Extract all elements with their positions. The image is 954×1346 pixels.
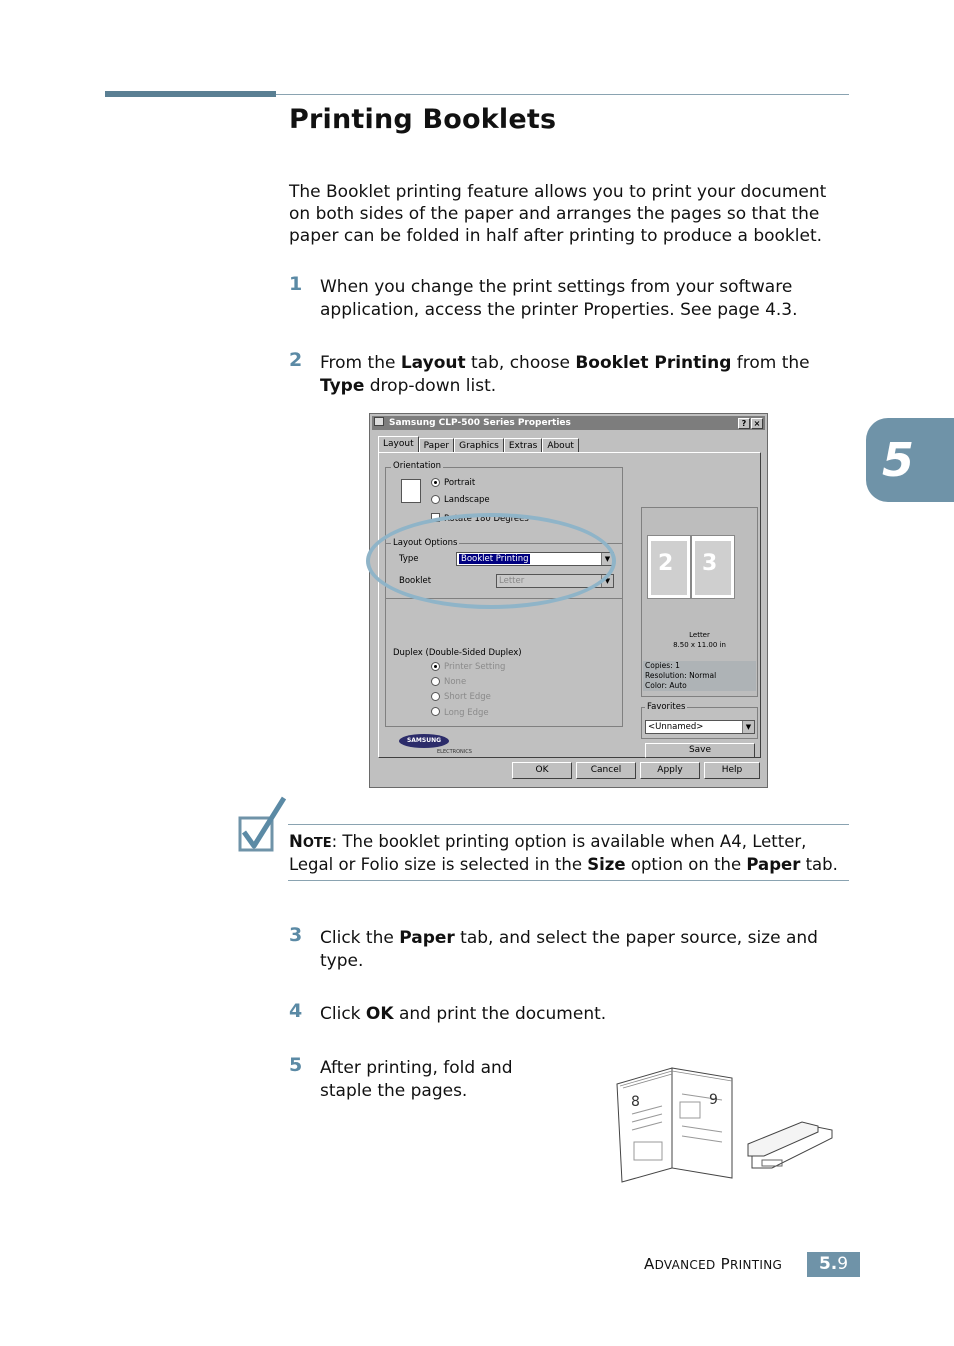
footer-section-title: ADVANCED PRINTING: [644, 1255, 783, 1273]
landscape-radio[interactable]: [431, 495, 440, 504]
step-text: Click OK and print the document.: [320, 1004, 607, 1024]
orientation-label: Orientation: [393, 461, 441, 471]
landscape-label: Landscape: [444, 495, 490, 505]
layout-options-label: Layout Options: [393, 538, 458, 548]
duplex-option-label: Printer Setting: [444, 662, 506, 672]
duplex-label: Duplex (Double-Sided Duplex): [393, 648, 522, 658]
checkmark-icon: [236, 796, 288, 858]
note-rule-top: [288, 824, 849, 825]
page-number-badge: 5.9: [807, 1252, 860, 1277]
tab-about[interactable]: About: [542, 438, 579, 453]
duplex-short-edge-radio[interactable]: [431, 692, 440, 701]
chevron-down-icon: ▼: [742, 721, 754, 733]
step-number: 3: [289, 924, 303, 946]
duplex-option-label: Short Edge: [444, 692, 491, 702]
booklet-page-number: 9: [709, 1092, 718, 1108]
step-text: Click the Paper tab, and select the paper source, size and type.: [320, 928, 818, 971]
portrait-radio[interactable]: [431, 478, 440, 487]
header-rule-thick: [105, 91, 276, 97]
booklet-page-number: 8: [631, 1094, 640, 1110]
highlight-ellipse: [366, 513, 616, 609]
close-button[interactable]: ×: [751, 418, 763, 429]
duplex-long-edge-radio[interactable]: [431, 707, 440, 716]
chevron-down-icon: ▼: [601, 553, 613, 565]
tab-layout[interactable]: Layout: [378, 436, 419, 453]
favorites-label: Favorites: [647, 702, 686, 712]
duplex-printer-setting-radio[interactable]: [431, 662, 440, 671]
type-label: Type: [399, 554, 419, 564]
preview-page-number: 3: [702, 551, 718, 576]
dialog-titlebar: Samsung CLP-500 Series Properties: [372, 416, 765, 430]
preview-page-number: 2: [658, 551, 674, 576]
copies-info: Copies: 1: [643, 661, 756, 671]
color-info: Color: Auto: [643, 681, 756, 691]
portrait-page-icon: [401, 479, 421, 503]
tab-bar: [378, 436, 579, 453]
help-text-button[interactable]: Help: [704, 762, 760, 779]
duplex-option-label: Long Edge: [444, 708, 489, 718]
type-select[interactable]: Booklet Printing ▼: [456, 552, 614, 566]
booklet-label: Booklet: [399, 576, 432, 586]
samsung-logo: SAMSUNG: [399, 734, 449, 748]
apply-button[interactable]: Apply: [640, 762, 700, 779]
step-number: 5: [289, 1054, 303, 1076]
cancel-button[interactable]: Cancel: [576, 762, 636, 779]
tab-extras[interactable]: Extras: [504, 438, 542, 453]
printer-icon: [374, 417, 384, 426]
layout-panel: [378, 452, 761, 758]
tab-graphics[interactable]: Graphics: [454, 438, 504, 453]
samsung-logo-sub: ELECTRONICS: [437, 749, 472, 755]
save-button[interactable]: Save: [645, 743, 755, 758]
preview-info: [643, 661, 756, 691]
preview-paper-size: Letter: [689, 631, 710, 639]
preview-paper-dims: 8.50 x 11.00 in: [673, 641, 726, 649]
header-rule-thin: [276, 94, 849, 95]
step-number: 1: [289, 273, 303, 295]
resolution-info: Resolution: Normal: [643, 671, 756, 681]
note-rule-bottom: [288, 880, 849, 881]
step-number: 4: [289, 1000, 303, 1022]
portrait-label: Portrait: [444, 478, 476, 488]
duplex-option-label: None: [444, 677, 467, 687]
help-button[interactable]: ?: [738, 418, 750, 429]
duplex-none-radio[interactable]: [431, 677, 440, 686]
booklet-stapler-illustration: [612, 1064, 838, 1188]
tab-paper[interactable]: Paper: [419, 438, 455, 453]
page-title: Printing Booklets: [289, 104, 557, 135]
step-text: After printing, fold and staple the pages.: [320, 1058, 513, 1101]
step-text: From the Layout tab, choose Booklet Printing from the Type drop-down list.: [320, 353, 810, 396]
intro-paragraph: The Booklet printing feature allows you to print your document on both sides of the paper and arranges the pages so that the paper can be folded in half after printing to produce a booklet.: [289, 182, 827, 246]
booklet-select[interactable]: Letter ▼: [496, 574, 614, 588]
note-text: NOTE: The booklet printing option is available when A4, Letter, Legal or Folio size is selected in the Size option on the Paper tab.: [289, 832, 838, 874]
step-text: When you change the print settings from your software application, access the printer Properties. See page 4.3.: [320, 277, 798, 320]
chevron-down-icon: ▼: [601, 575, 613, 587]
chapter-tab: 5: [866, 418, 954, 502]
favorites-select[interactable]: <Unnamed> ▼: [645, 720, 755, 734]
ok-button[interactable]: OK: [512, 762, 572, 779]
rotate-label: Rotate 180 Degrees: [444, 514, 529, 524]
step-number: 2: [289, 349, 303, 371]
